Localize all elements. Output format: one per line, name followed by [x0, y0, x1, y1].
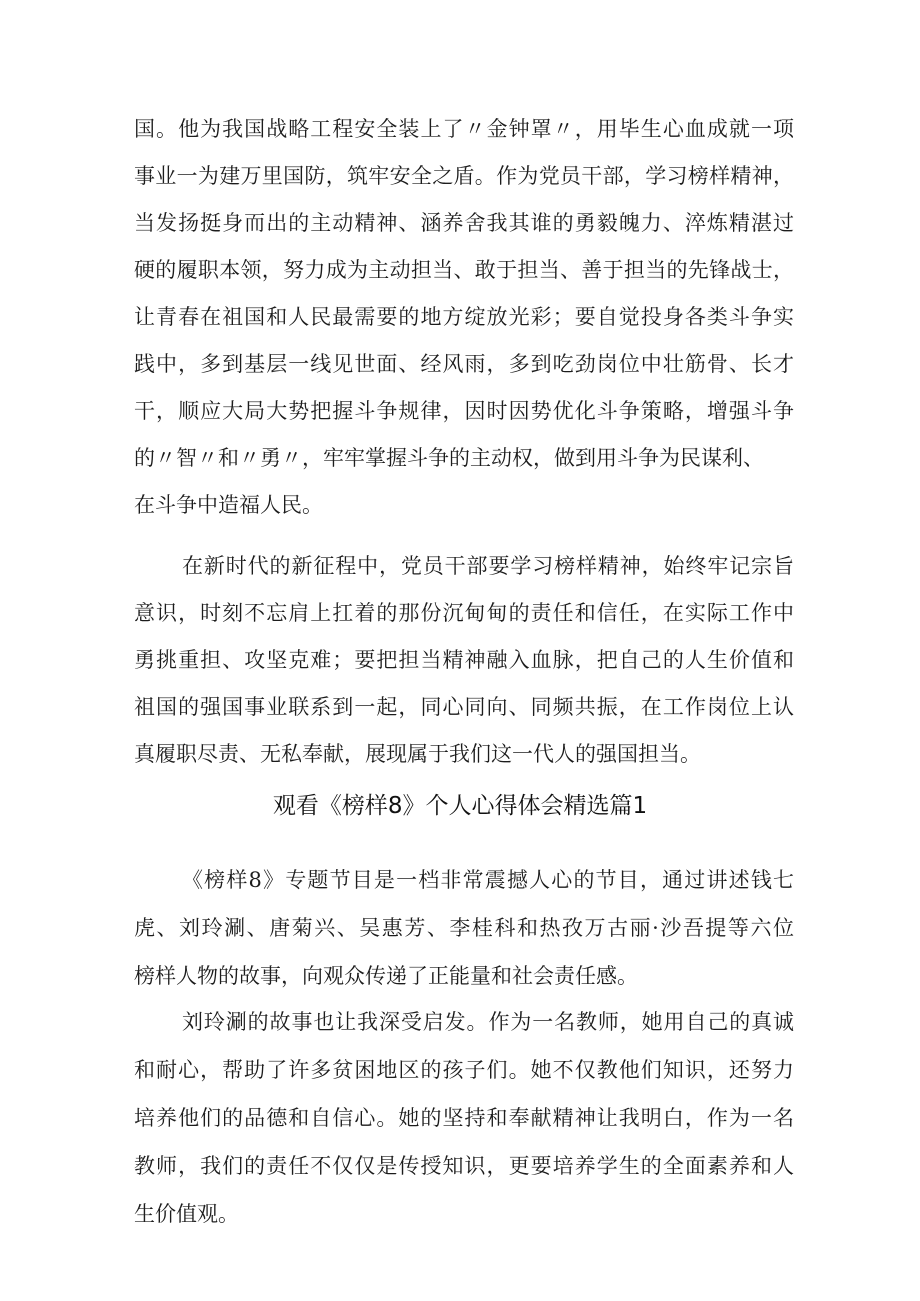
text-line: 生价值观。 — [134, 1202, 239, 1226]
text-line: 在斗争中造福人民。 — [134, 493, 323, 517]
text-line: 意识，时刻不忘肩上扛着的那份沉甸甸的责任和信任，在实际工作中 — [134, 601, 794, 625]
text-line: 祖国的强国事业联系到一起，同心同向、同频共振，在工作岗位上认 — [134, 695, 794, 719]
text-line: 培养他们的品德和自信心。她的坚持和奉献精神让我明白，作为一名 — [134, 1106, 794, 1130]
paragraph-2 — [134, 543, 794, 778]
text-line: 国。他为我国战略工程安全装上了〃金钟罩〃，用毕生心血成就一项 — [134, 117, 794, 141]
text-line: 让青春在祖国和人民最需要的地方绽放光彩；要自觉投身各类斗争实 — [134, 305, 794, 329]
text-line: 的〃智〃和〃勇〃，牢牢掌握斗争的主动权，做到用斗争为民谋利、 — [134, 446, 764, 470]
text-line: 教师，我们的责任不仅仅是传授知识，更要培养学生的全面素养和人 — [134, 1154, 794, 1178]
text-line: 《榜样8》专题节目是一档非常震撼人心的节目，通过讲述钱七 — [182, 868, 794, 892]
text-line: 榜样人物的故事，向观众传递了正能量和社会责任感。 — [134, 964, 638, 988]
section-title: 观看《榜样8》个人心得体会精选篇1 — [272, 793, 648, 819]
text-line: 当发扬挺身而出的主动精神、涵养舍我其谁的勇毅魄力、淬炼精湛过 — [134, 211, 794, 235]
text-line: 虎、刘玲涮、唐菊兴、吴惠芳、李桂科和热孜万古丽·沙吾提等六位 — [134, 916, 794, 940]
text-line: 硬的履职本领，努力成为主动担当、敢于担当、善于担当的先锋战士， — [134, 258, 794, 282]
text-line: 在新时代的新征程中，党员干部要学习榜样精神，始终牢记宗旨 — [182, 554, 794, 578]
paragraph-3 — [134, 856, 794, 1000]
text-line: 干，顺应大局大势把握斗争规律，因时因势优化斗争策略，增强斗争 — [134, 399, 794, 423]
text-line: 真履职尽责、无私奉献，展现属于我们这一代人的强国担当。 — [134, 742, 701, 766]
text-line: 刘玲涮的故事也让我深受启发。作为一名教师，她用自己的真诚 — [182, 1010, 794, 1034]
text-line: 和耐心，帮助了许多贫困地区的孩子们。她不仅教他们知识，还努力 — [134, 1058, 794, 1082]
text-line: 践中，多到基层一线见世面、经风雨，多到吃劲岗位中壮筋骨、长才 — [134, 352, 794, 376]
paragraph-1 — [134, 106, 794, 529]
paragraph-4 — [134, 998, 794, 1238]
text-line: 事业一为建万里国防，筑牢安全之盾。作为党员干部，学习榜样精神， — [134, 164, 794, 188]
text-line: 勇挑重担、攻坚克难；要把担当精神融入血脉，把自己的人生价值和 — [134, 648, 794, 672]
